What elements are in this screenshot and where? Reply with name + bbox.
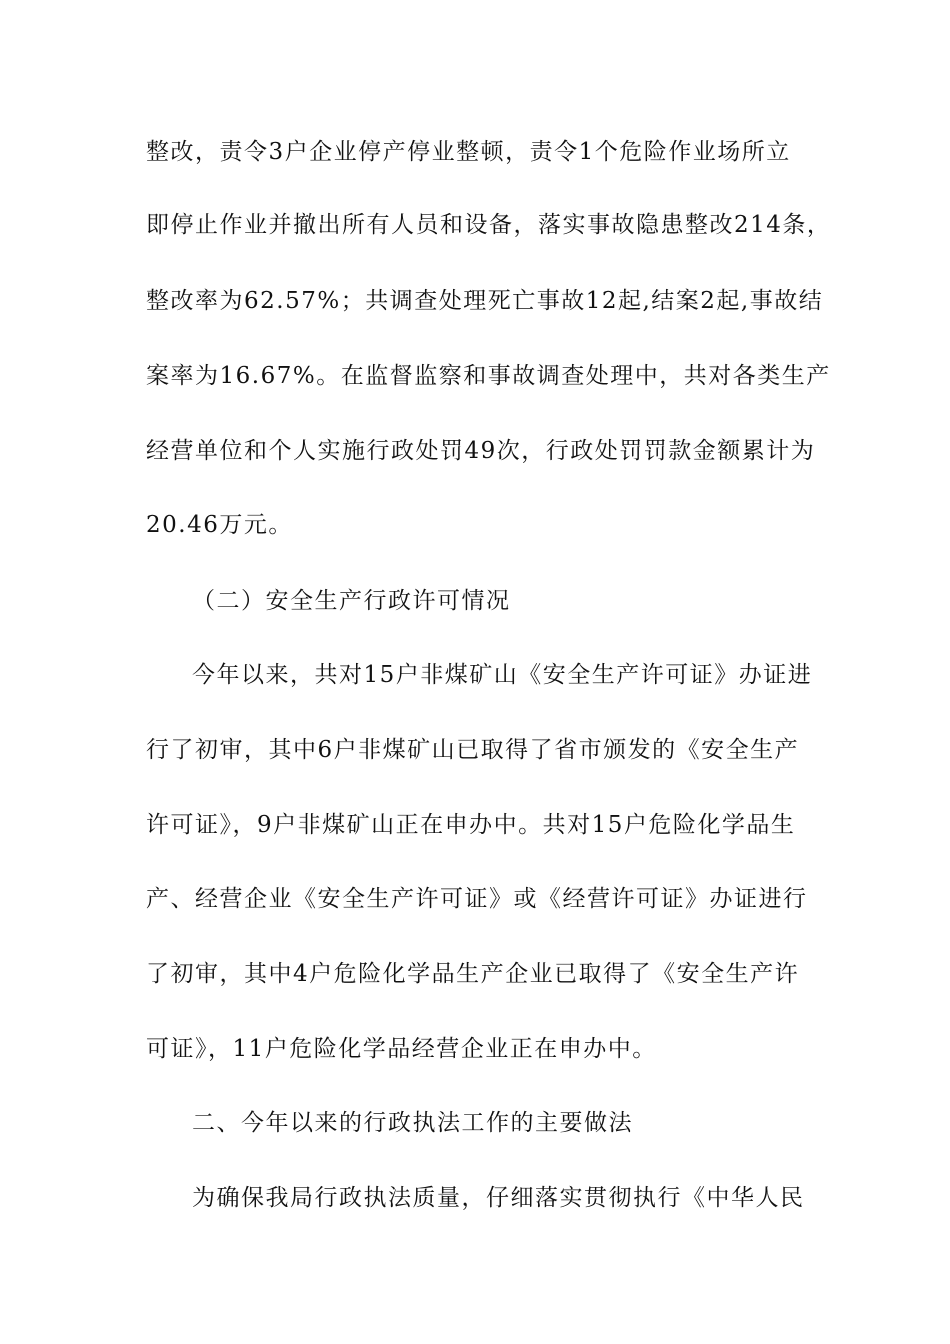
paragraph-line: 产、经营企业《安全生产许可证》或《经营许可证》办证进行	[146, 886, 808, 912]
paragraph-line: 了初审，其中4户危险化学品生产企业已取得了《安全生产许	[146, 961, 800, 987]
paragraph-line: 20.46万元。	[146, 512, 293, 538]
paragraph-line: 即停止作业并撤出所有人员和设备，落实事故隐患整改214条，	[146, 212, 832, 238]
section-heading: 二、今年以来的行政执法工作的主要做法	[192, 1110, 633, 1136]
paragraph-line: 经营单位和个人实施行政处罚49次，行政处罚罚款金额累计为	[146, 438, 816, 464]
paragraph-line: 整改，责令3户企业停产停业整顿，责令1个危险作业场所立	[146, 139, 791, 165]
paragraph-line: 案率为16.67%。在监督监察和事故调查处理中，共对各类生产	[146, 363, 831, 389]
paragraph-line: 今年以来，共对15户非煤矿山《安全生产许可证》办证进	[192, 662, 813, 688]
section-heading: （二）安全生产行政许可情况	[192, 588, 511, 614]
paragraph-line: 可证》，11户危险化学品经营企业正在申办中。	[146, 1036, 657, 1062]
paragraph-line: 许可证》，9户非煤矿山正在申办中。共对15户危险化学品生	[146, 812, 796, 838]
paragraph-line: 整改率为62.57%；共调查处理死亡事故12起,结案2起,事故结	[146, 288, 824, 314]
paragraph-line: 为确保我局行政执法质量，仔细落实贯彻执行《中华人民	[192, 1185, 805, 1211]
paragraph-line: 行了初审，其中6户非煤矿山已取得了省市颁发的《安全生产	[146, 737, 800, 763]
